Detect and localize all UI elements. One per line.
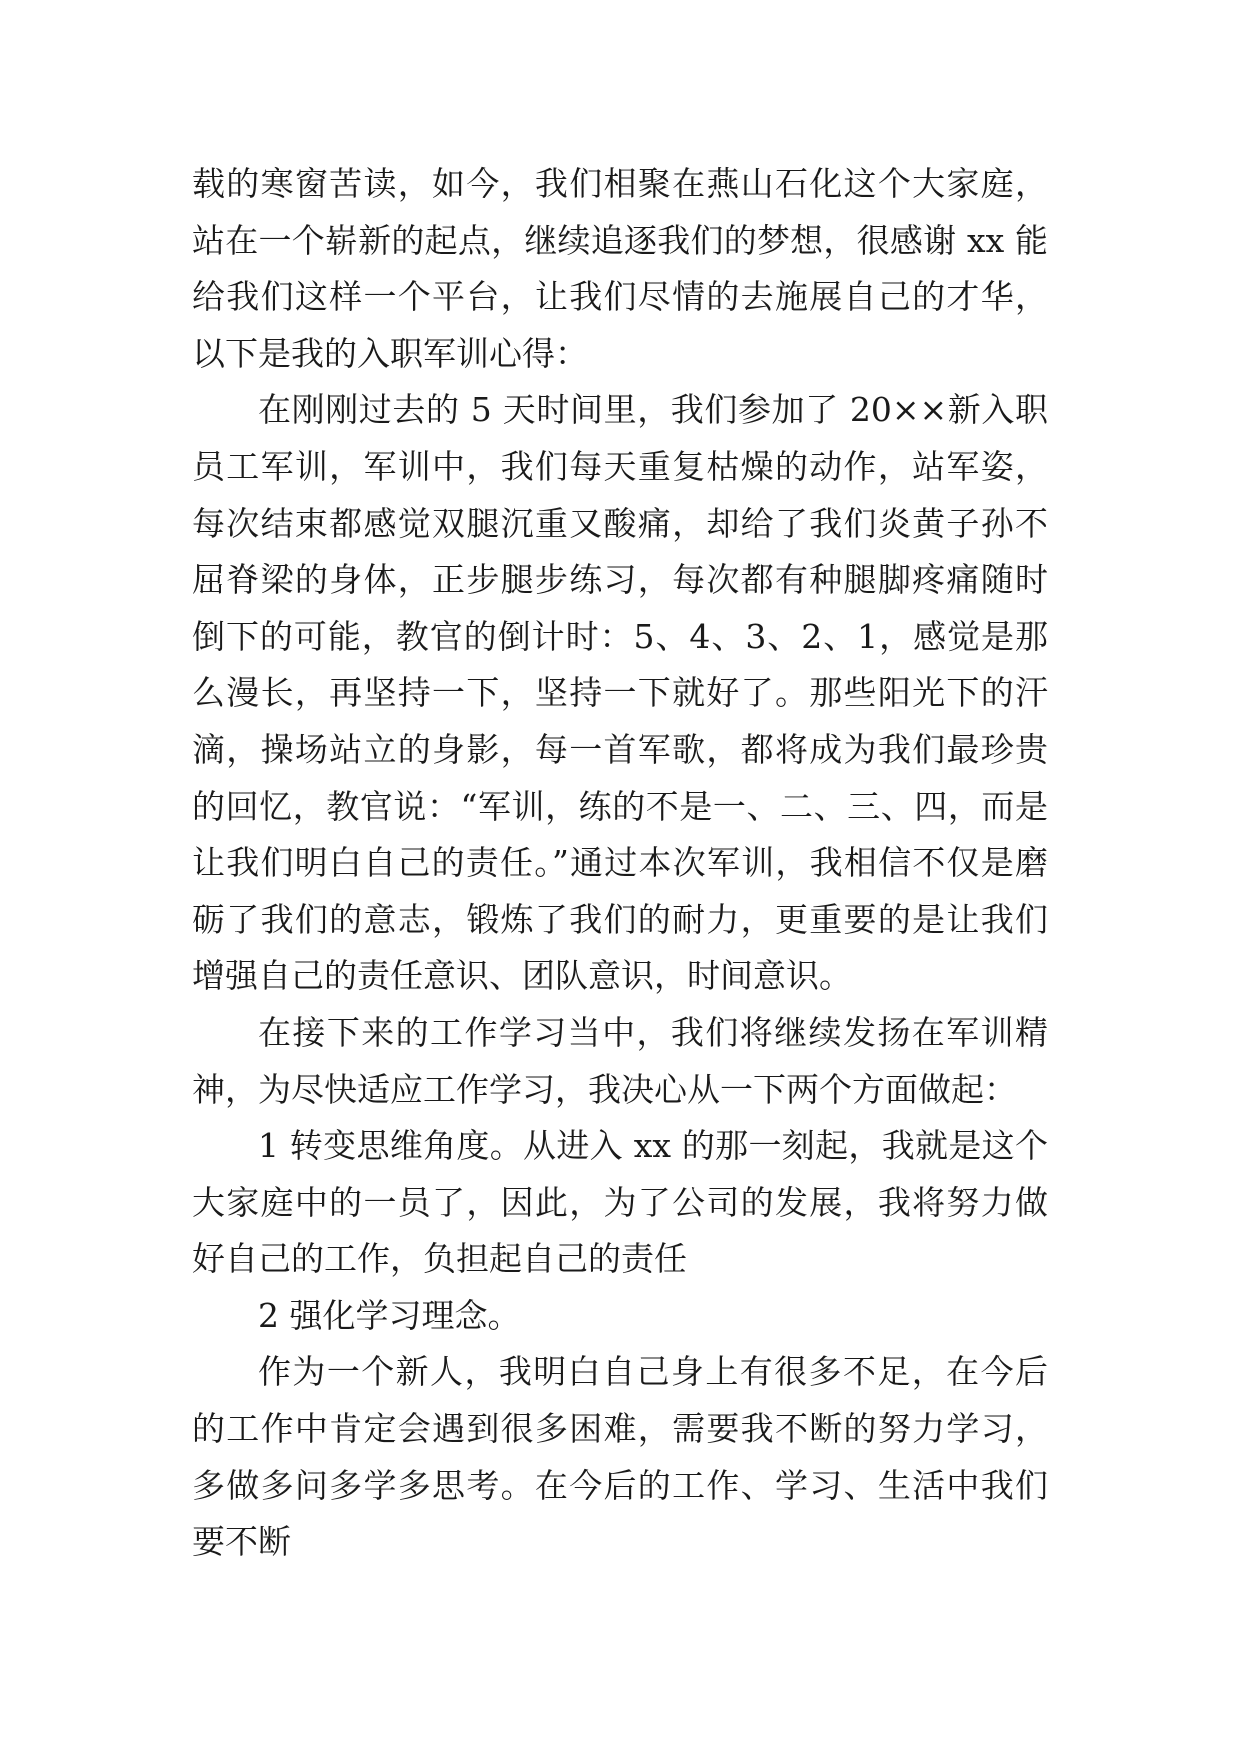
paragraph-newcomer: 作为一个新人，我明白自己身上有很多不足，在今后的工作中肯定会遇到很多困难，需要我不断的努力学习，多做多问多学多思考。在今后的工作、学习、生活中我们要不断 (192, 1352, 1048, 1562)
paragraph-point-1: 1 转变思维角度。从进入 xx 的那一刻起，我就是这个大家庭中的一员了，因此，为了公司的发展，我将努力做好自己的工作，负担起自己的责任 (192, 1126, 1048, 1279)
document-body (192, 156, 1048, 1571)
paragraph-point-2: 2 强化学习理念。 (258, 1295, 521, 1335)
paragraph-next-steps: 在接下来的工作学习当中，我们将继续发扬在军训精神，为尽快适应工作学习，我决心从一下两个方面做起： (192, 1012, 1048, 1109)
paragraph-continuation: 载的寒窗苦读，如今，我们相聚在燕山石化这个大家庭，站在一个崭新的起点，继续追逐我们的梦想，很感谢 xx 能给我们这样一个平台，让我们尽情的去施展自己的才华，以下是我的入职军训心得： (192, 164, 1048, 373)
paragraph-military-training: 在刚刚过去的 5 天时间里，我们参加了 20××新入职员工军训，军训中，我们每天重复枯燥的动作，站军姿，每次结束都感觉双腿沉重又酸痛，却给了我们炎黄子孙不屈脊梁的身体，正步腿步练习，每次都有种腿脚疼痛随时倒下的可能，教官的倒计时：5、4、3、2、1，感觉是那么漫长，再坚持一下，坚持一下就好了。那些阳光下的汗滴，操场站立的身影，每一首军歌，都将成为我们最珍贵的回忆，教官说：“军训，练的不是一、二、三、四，而是让我们明白自己的责任。”通过本次军训，我相信不仅是磨砺了我们的意志，锻炼了我们的耐力，更重要的是让我们增强自己的责任意识、团队意识，时间意识。 (192, 390, 1048, 996)
